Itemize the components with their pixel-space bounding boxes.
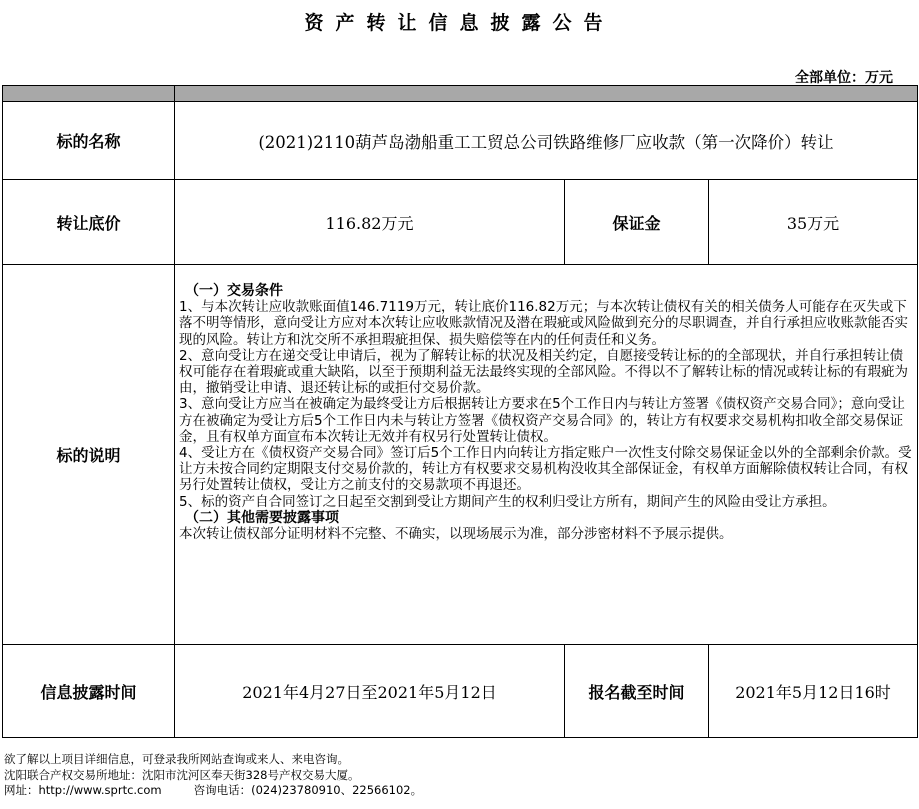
disclosure-value: 2021年4月27日至2021年5月12日 [175, 645, 565, 738]
desc-item-1: 1、与本次转让应收款账面值146.7119万元，转让底价116.82万元；与本次转让债权有关的相关债务人可能存在灭失或下落不明等情形，意向受让方应对本次转让应收账款情况及潜在瑕疵或风险做到充分的尽职调查，并自行承担应收账款能否实现的风险。转让方和沈交所不承担瑕疵担保、损失赔偿等在内的任何责任和义务。 [179, 299, 908, 348]
desc-item-5: 5、标的资产自合同签订之日起至交割到受让方期间产生的权利归受让方所有，期间产生的风险由受让方承担。 [179, 493, 836, 510]
row-dates [3, 645, 918, 738]
price-value: 116.82万元 [175, 180, 565, 265]
unit-label: 全部单位：万元 [795, 70, 893, 86]
row-description [3, 265, 918, 645]
header-cell-left [3, 86, 175, 102]
footer-line-2: 沈阳联合产权交易所地址：沈阳市沈河区奉天街328号产权交易大厦。 [4, 767, 360, 782]
name-value: (2021)2110葫芦岛渤船重工工贸总公司铁路维修厂应收款（第一次降价）转让 [175, 102, 918, 180]
footer-notes [4, 752, 422, 799]
disclosure-label: 信息披露时间 [3, 645, 175, 738]
disclosure-table [2, 85, 918, 738]
price-label: 转让底价 [3, 180, 175, 265]
footer-website: 网址：http://www.sprtc.com [4, 783, 162, 797]
header-cell-right [175, 86, 918, 102]
name-label: 标的名称 [3, 102, 175, 180]
desc-other: 本次转让债权部分证明材料不完整、不确实，以现场展示为准，部分涉密材料不予展示提供。 [179, 526, 733, 543]
footer-line-1: 欲了解以上项目详细信息，可登录我所网站查询或来人、来电咨询。 [4, 752, 349, 766]
footer-line-3 [4, 783, 422, 799]
section1-title: （一）交易条件 [185, 283, 283, 299]
desc-item-3: 3、意向受让方应当在被确定为最终受让方后根据转让方要求在5个工作日内与转让方签署《债权资产交易合同》；意向受让方在被确定为受让方后5个工作日内未与转让方签署《债权资产交易合同》的，转让方有权要求交易机构扣收全部交易保证金，且有权单方面宣布本次转让无效并有权另行处置转让债权。 [179, 396, 905, 445]
footer-phone: 咨询电话：(024)23780910、22566102。 [193, 783, 423, 797]
section2-title: （二）其他需要披露事项 [185, 509, 339, 526]
table-header-bar [3, 86, 918, 102]
deposit-value: 35万元 [709, 180, 918, 265]
desc-content [175, 265, 918, 645]
deposit-label: 保证金 [565, 180, 709, 265]
row-name [3, 102, 918, 180]
desc-item-2: 2、意向受让方在递交受让申请后，视为了解转让标的状况及相关约定，自愿接受转让标的的全部现状，并自行承担转让债权可能存在着瑕疵或重大缺陷，以至于预期利益无法最终实现的全部风险。不得以不了解转让标的情况或转让标的有瑕疵为由，撤销受让申请、退还转让标的或拒付交易价款。 [179, 347, 908, 397]
page-title: 资产转让信息披露公告 [304, 12, 615, 34]
deadline-value: 2021年5月12日16时 [709, 645, 918, 738]
row-price [3, 180, 918, 265]
desc-item-4: 4、受让方在《债权资产交易合同》签订后5个工作日内向转让方指定账户一次性支付除交易保证金以外的全部剩余价款。受让方未按合同约定期限支付交易价款的，转让方有权要求交易机构没收其全部保证金，有权单方面解除债权转让合同，有权另行处置转让债权，受让方之前支付的交易款项不再退还。 [179, 445, 912, 494]
desc-label: 标的说明 [3, 265, 175, 645]
deadline-label: 报名截至时间 [565, 645, 709, 738]
